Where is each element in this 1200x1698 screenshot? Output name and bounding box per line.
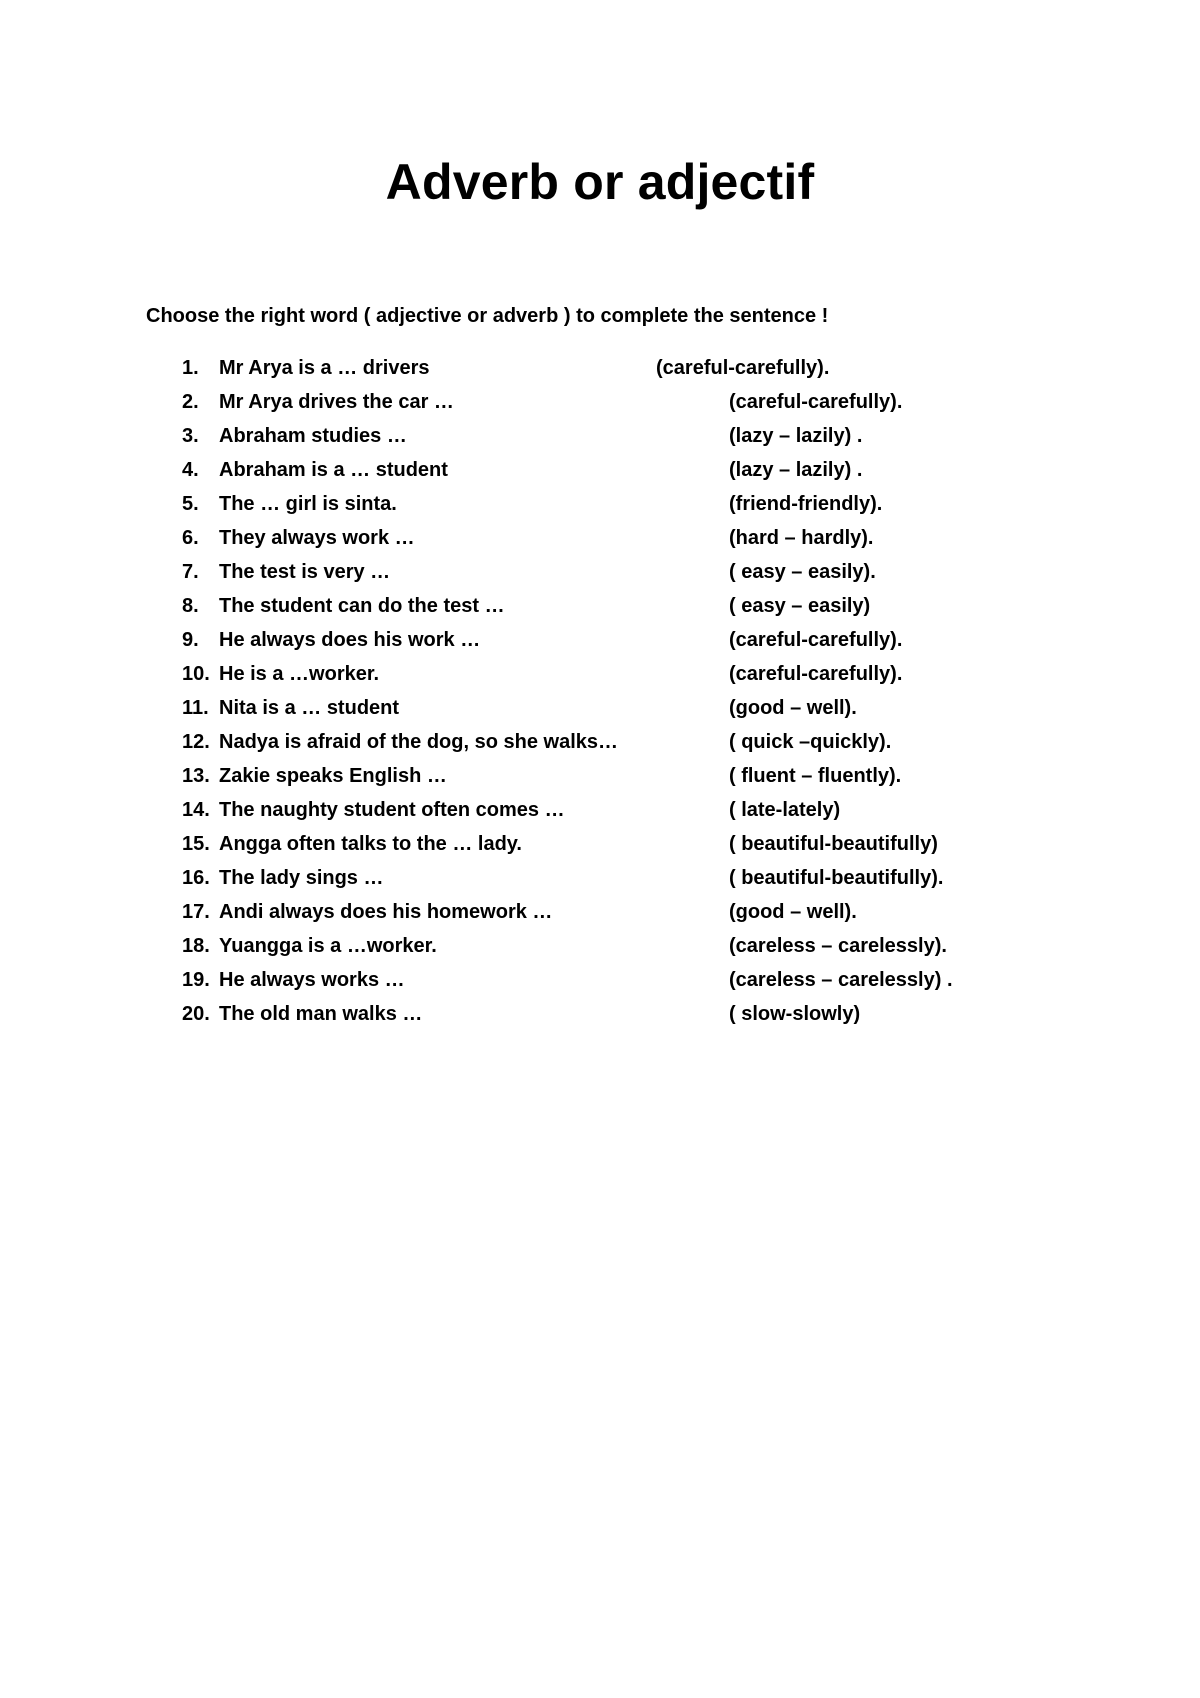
item-sentence: Mr Arya drives the car … — [219, 391, 454, 413]
item-number: 9. — [182, 629, 199, 651]
item-options: ( beautiful-beautifully) — [729, 833, 938, 855]
item-options: (careful-carefully). — [656, 357, 830, 379]
item-sentence: The old man walks … — [219, 1003, 423, 1025]
item-number: 6. — [182, 527, 199, 549]
item-sentence: Angga often talks to the … lady. — [219, 833, 522, 855]
item-sentence: He is a …worker. — [219, 663, 380, 685]
item-sentence: The naughty student often comes … — [219, 799, 565, 821]
item-number: 17. — [182, 901, 210, 923]
exercise-item — [0, 764, 1200, 798]
item-options: ( slow-slowly) — [729, 1003, 861, 1025]
exercise-item — [0, 594, 1200, 628]
item-sentence: Zakie speaks English … — [219, 765, 447, 787]
item-number: 16. — [182, 867, 210, 889]
item-options: ( easy – easily) — [729, 595, 871, 617]
exercise-item — [0, 526, 1200, 560]
item-sentence: Nita is a … student — [219, 697, 400, 719]
item-number: 7. — [182, 561, 199, 583]
item-sentence: They always work … — [219, 527, 415, 549]
item-sentence: The lady sings … — [219, 867, 384, 889]
item-number: 18. — [182, 935, 210, 957]
item-options: (hard – hardly). — [729, 527, 874, 549]
exercise-item — [0, 424, 1200, 458]
item-number: 4. — [182, 459, 199, 481]
exercise-item — [0, 696, 1200, 730]
instruction-text: Choose the right word ( adjective or adverb ) to complete the sentence ! — [146, 305, 829, 327]
item-number: 1. — [182, 357, 199, 379]
item-number: 15. — [182, 833, 210, 855]
exercise-list — [0, 356, 1200, 1036]
item-options: (careful-carefully). — [729, 629, 903, 651]
exercise-item — [0, 628, 1200, 662]
exercise-item — [0, 934, 1200, 968]
item-options: (lazy – lazily) . — [729, 425, 863, 447]
item-number: 11. — [182, 697, 209, 719]
exercise-item — [0, 662, 1200, 696]
item-number: 13. — [182, 765, 210, 787]
item-number: 14. — [182, 799, 210, 821]
item-number: 2. — [182, 391, 199, 413]
exercise-item — [0, 1002, 1200, 1036]
item-options: ( fluent – fluently). — [729, 765, 902, 787]
item-options: (careful-carefully). — [729, 391, 903, 413]
item-options: (careless – carelessly). — [729, 935, 947, 957]
item-number: 8. — [182, 595, 199, 617]
item-sentence: Abraham studies … — [219, 425, 407, 447]
item-options: ( beautiful-beautifully). — [729, 867, 944, 889]
item-sentence: The student can do the test … — [219, 595, 505, 617]
exercise-item — [0, 900, 1200, 934]
item-options: (careless – carelessly) . — [729, 969, 953, 991]
item-sentence: The … girl is sinta. — [219, 493, 397, 515]
exercise-item — [0, 866, 1200, 900]
exercise-item — [0, 968, 1200, 1002]
item-sentence: Andi always does his homework … — [219, 901, 553, 923]
item-options: ( easy – easily). — [729, 561, 876, 583]
item-options: ( quick –quickly). — [729, 731, 892, 753]
item-options: (careful-carefully). — [729, 663, 903, 685]
item-sentence: Yuangga is a …worker. — [219, 935, 437, 957]
item-options: (friend-friendly). — [729, 493, 883, 515]
item-number: 10. — [182, 663, 210, 685]
exercise-item — [0, 798, 1200, 832]
item-sentence: The test is very … — [219, 561, 391, 583]
item-number: 20. — [182, 1003, 210, 1025]
exercise-item — [0, 730, 1200, 764]
exercise-item — [0, 356, 1200, 390]
exercise-item — [0, 390, 1200, 424]
item-sentence: Abraham is a … student — [219, 459, 448, 481]
item-options: (good – well). — [729, 901, 857, 923]
item-sentence: He always works … — [219, 969, 405, 991]
item-number: 19. — [182, 969, 210, 991]
item-options: (lazy – lazily) . — [729, 459, 863, 481]
item-number: 3. — [182, 425, 199, 447]
item-number: 12. — [182, 731, 210, 753]
item-options: (good – well). — [729, 697, 857, 719]
exercise-item — [0, 458, 1200, 492]
item-number: 5. — [182, 493, 199, 515]
item-options: ( late-lately) — [729, 799, 841, 821]
page-title: Adverb or adjectif — [385, 154, 815, 210]
item-sentence: Mr Arya is a … drivers — [219, 357, 430, 379]
exercise-item — [0, 492, 1200, 526]
item-sentence: Nadya is afraid of the dog, so she walks… — [219, 731, 618, 753]
exercise-item — [0, 832, 1200, 866]
exercise-item — [0, 560, 1200, 594]
item-sentence: He always does his work … — [219, 629, 481, 651]
